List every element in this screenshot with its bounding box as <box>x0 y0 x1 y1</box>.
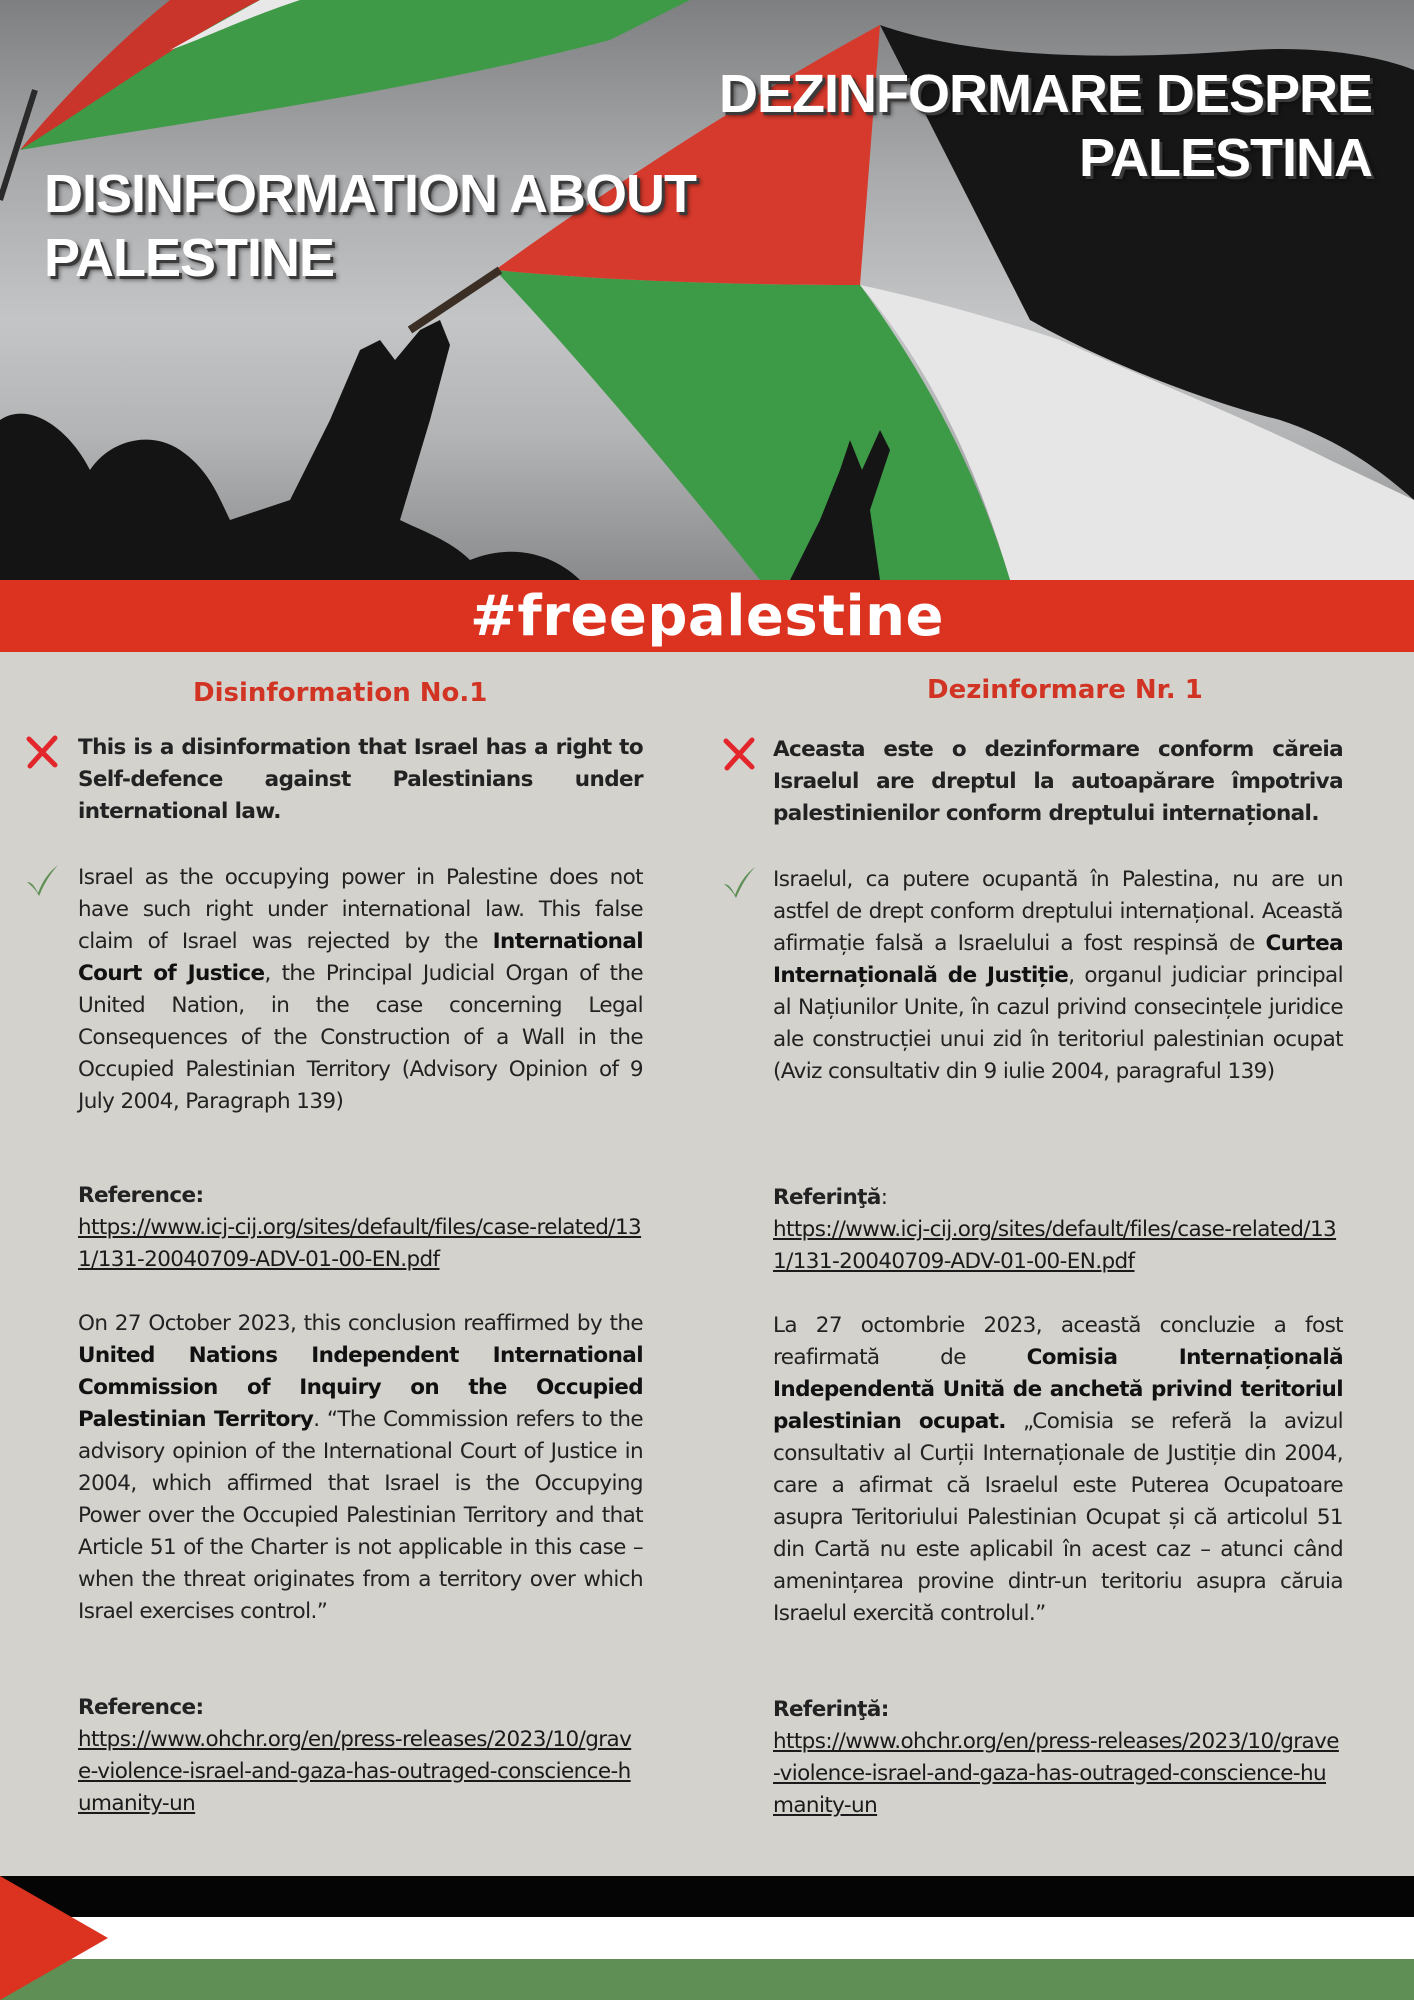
fact-paragraph: Israelul, ca putere ocupantă în Palestina, nu are un astfel de drept conform dreptului internațional. Această afirmație falsă a Israelului a fost respinsă de Curtea Internațională de Justiție, organul judiciar principal al Națiunilor Unite, în cazul privind consecințele juridice ale construcției unui zid în teritoriul palestinian ocupat (Aviz consultativ din 9 iulie 2004, paragraful 139) <box>773 867 1343 1084</box>
disinformation-claim: Aceasta este o dezinformare conform căreia Israelul are dreptul la autoapărare împotriva palestinienilor conform dreptului internațional. <box>773 737 1343 826</box>
flag-stripe-white <box>0 1917 1414 1959</box>
column-heading: Dezinformare Nr. 1 <box>927 675 1203 705</box>
reference-label: Referinţă: <box>773 1185 888 1210</box>
reference-block-1 <box>78 1180 643 1276</box>
reference-label: Reference: <box>78 1183 204 1208</box>
icj-name: International Court of Justice <box>78 929 643 986</box>
hero-title-english-line-1: DISINFORMATION ABOUT <box>44 164 696 224</box>
ohchr-reference-link[interactable]: https://www.ohchr.org/en/press-releases/2023/10/grave-violence-israel-and-gaza-has-outraged-conscience-humanity-un <box>78 1727 632 1816</box>
reference-block-2 <box>78 1692 643 1820</box>
flag-stripe-black <box>0 1876 1414 1917</box>
reference-label: Reference: <box>78 1695 204 1720</box>
flag-stripe-green <box>0 1959 1414 2000</box>
un-commission-name: Comisia Internațională Independentă Unită de anchetă privind teritoriul palestinian ocupat. <box>773 1345 1343 1434</box>
un-commission-name: United Nations Independent International Commission of Inquiry on the Occupied Palestinian Territory <box>78 1343 643 1432</box>
hero-title-english-line-2: PALESTINE <box>44 228 335 288</box>
icj-reference-link[interactable]: https://www.icj-cij.org/sites/default/files/case-related/131/131-20040709-ADV-01-00-EN.pdf <box>78 1215 642 1272</box>
icj-reference-link[interactable]: https://www.icj-cij.org/sites/default/files/case-related/131/131-20040709-ADV-01-00-EN.pdf <box>773 1217 1337 1274</box>
column-heading: Disinformation No.1 <box>193 678 488 708</box>
flag-red-triangle <box>0 1876 108 2000</box>
reference-label: Referinţă: <box>773 1697 889 1722</box>
palestinian-flag-footer <box>0 1876 1414 2000</box>
followup-paragraph: On 27 October 2023, this conclusion reaffirmed by the United Nations Independent International Commission of Inquiry on the Occupied Palestinian Territory. “The Commission refers to the advisory opinion of the International Court of Justice in 2004, which affirmed that Israel is the Occupying Power over the Occupied Palestinian Territory and that Article 51 of the Charter is not applicable in this case – when the threat originates from a territory over which Israel exercises control.” <box>78 1311 643 1624</box>
icj-name: Curtea Internațională de Justiție <box>773 931 1343 988</box>
cross-icon <box>24 734 60 770</box>
hero-title-romanian <box>719 62 1372 190</box>
reference-block-1 <box>773 1182 1343 1278</box>
reference-block-2 <box>773 1694 1343 1822</box>
disinformation-claim: This is a disinformation that Israel has a right to Self-defence against Palestinians under international law. <box>78 735 643 824</box>
checkmark-icon <box>721 864 757 900</box>
cross-icon <box>721 736 757 772</box>
hero-title-romanian-line-2: PALESTINA <box>1078 128 1372 188</box>
fact-paragraph: Israel as the occupying power in Palestine does not have such right under international law. This false claim of Israel was rejected by the International Court of Justice, the Principal Judicial Organ of the United Nation, in the case concerning Legal Consequences of the Construction of a Wall in the Occupied Palestinian Territory (Advisory Opinion of 9 July 2004, Paragraph 139) <box>78 865 643 1114</box>
followup-paragraph: La 27 octombrie 2023, această concluzie a fost reafirmată de Comisia Internațională Independentă Unită de anchetă privind teritoriul palestinian ocupat. „Comisia se referă la avizul consultativ al Curții Internaționale de Justiție din 2004, care a afirmat că Israelul este Puterea Ocupatoare asupra Teritoriului Palestinian Ocupat și că articolul 51 din Cartă nu este aplicabil în acest caz – atunci când amenințarea provine dintr-un teritoriu asupra căruia Israelul exercită controlul.” <box>773 1313 1343 1626</box>
hashtag-banner <box>0 580 1414 652</box>
hero-photo <box>0 0 1414 580</box>
hashtag-text: #freepalestine <box>469 583 945 649</box>
crowd-silhouette <box>0 320 580 580</box>
hero-title-romanian-line-1: DEZINFORMARE DESPRE <box>718 64 1372 124</box>
checkmark-icon <box>24 862 60 898</box>
ohchr-reference-link[interactable]: https://www.ohchr.org/en/press-releases/2023/10/grave-violence-israel-and-gaza-has-outraged-conscience-humanity-un <box>773 1729 1339 1818</box>
hero-title-english <box>44 162 696 290</box>
